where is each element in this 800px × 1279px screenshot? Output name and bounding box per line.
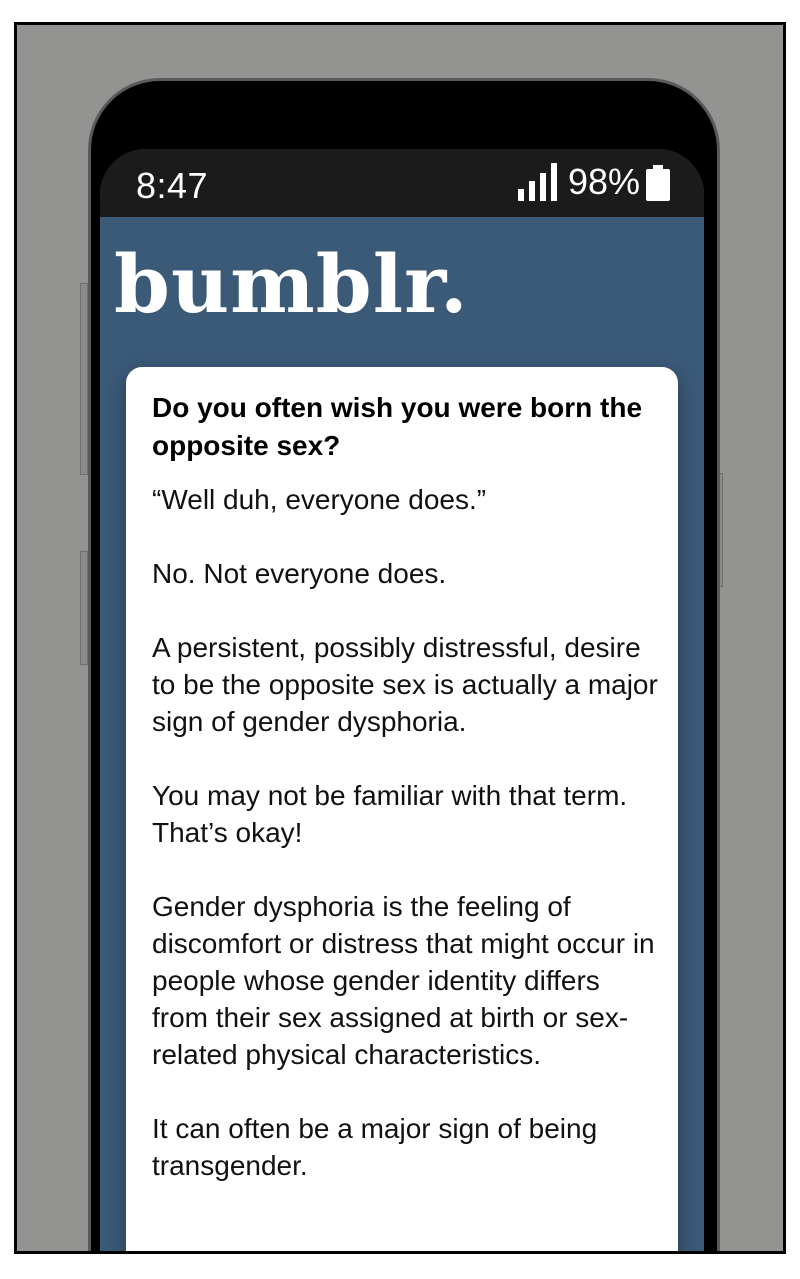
battery-percent: 98%: [568, 161, 641, 202]
cellular-signal-icon: [518, 163, 562, 201]
post-card[interactable]: [126, 367, 678, 1254]
post-paragraph: It can often be a major sign of being transgender.: [152, 1113, 598, 1181]
post-paragraph: A persistent, possibly distressful, desire to be the opposite sex is actually a major sign of gender dysphoria.: [152, 632, 658, 737]
post-title: Do you often wish you were born the opposite sex?: [152, 392, 643, 461]
phone-side-button-bottom: [80, 551, 88, 665]
phone-screen: [100, 149, 704, 1254]
post-paragraph: “Well duh, everyone does.”: [152, 484, 487, 515]
battery-icon: [646, 165, 670, 201]
post-body: [152, 481, 662, 1221]
status-time: 8:47: [136, 165, 209, 206]
post-paragraph: Gender dysphoria is the feeling of discomfort or distress that might occur in people whose gender identity differs from their sex assigned at birth or sex-related physical characteristics.: [152, 891, 655, 1070]
post-paragraph: You may not be familiar with that term. That’s okay!: [152, 780, 628, 848]
comic-panel: [14, 22, 786, 1254]
post-paragraph: No. Not everyone does.: [152, 558, 447, 589]
app-logo[interactable]: bumblr.: [114, 237, 469, 331]
status-bar: [100, 149, 704, 217]
phone-side-button-top: [80, 283, 88, 475]
